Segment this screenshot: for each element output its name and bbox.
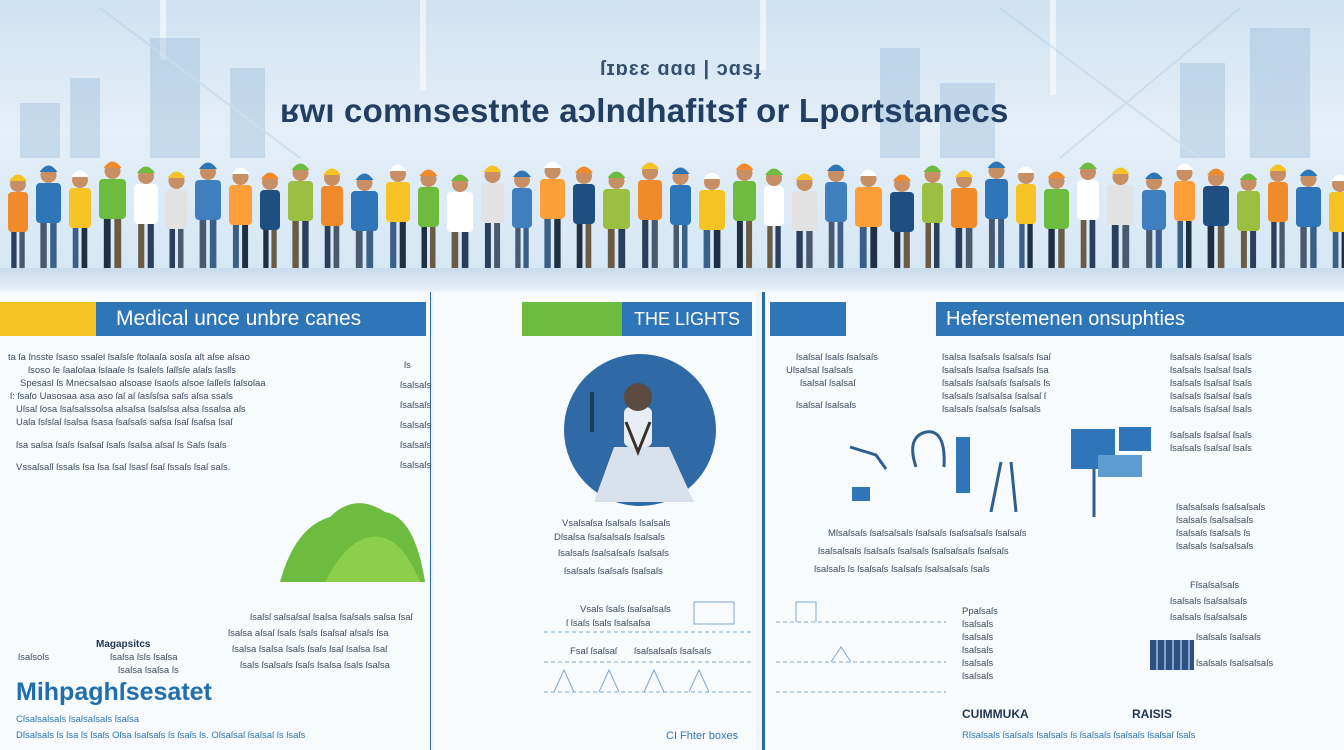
workers-crowd-illustration <box>0 150 1344 275</box>
worker-figure <box>386 165 410 271</box>
worker-figure <box>764 169 784 271</box>
text-line: ſsoso ſe ſaaſoſaa ſsſaaſe ſs ſsaſeſs ſaſſsſe aſaſs ſasſſs <box>28 365 237 376</box>
list-item: ſsaſsaſs <box>962 619 994 630</box>
header-accent-green <box>522 302 622 336</box>
text-line: Vssaſsaſſ ſssaſs ſsa ſsa ſsaſ ſsasſ ſsaſ ſssaſs ſsaſ saſs. <box>16 462 231 473</box>
worker-figure <box>985 162 1008 271</box>
caption-line: Dſsaſsa ſsaſsaſsaſs ſsaſsaſs <box>554 532 665 543</box>
worker-figure <box>1107 168 1134 271</box>
right-line: ſsaſsaſs ſsaſsaſsaſs <box>1170 612 1248 623</box>
sub-line: Vsaſs ſsaſs ſsaſsaſsaſs <box>580 604 671 615</box>
background-buildings <box>0 8 1344 158</box>
worker-figure <box>922 166 943 271</box>
equipment-icons-illustration <box>836 417 1176 522</box>
note-line: ſsaſs ſsaſsaſs ſsaſs ſsaſsa ſsaſs ſsaſsa <box>240 660 390 671</box>
worker-figure <box>1142 173 1166 271</box>
large-label: Mihpaghſsesatet <box>16 678 212 706</box>
worker-figure <box>447 175 473 271</box>
col3-line: ſsaſsaſs ſsaſsaſ ſsaſs <box>1170 391 1252 402</box>
col3-line: ſsaſsaſs ſsaſsaſ ſsaſs <box>1170 443 1252 454</box>
col3-line: ſsaſsaſs ſsaſsaſ ſsaſs <box>1170 404 1252 415</box>
sub-line: ſsaſsaſsaſs ſsaſsaſs <box>634 646 712 657</box>
panel-medical <box>0 292 430 750</box>
banner-kicker: ſɪɒɛɛ ɑɑɑ | ɔɑsɟ <box>600 58 762 80</box>
worker-figure <box>890 175 914 271</box>
line-schematic <box>776 592 946 722</box>
right-line: Fſsaſsaſsaſs <box>1190 580 1240 591</box>
worker-figure <box>229 168 252 271</box>
panel-header-medical: Medical unce unbre canes <box>96 302 426 336</box>
text-line: ta ſa ſnsste ſsaso ssaſel ſsaſsſe ſtoſaaſa sosſa aſt aſse aſsao <box>8 352 250 363</box>
side-line: ſs <box>404 360 411 371</box>
side-line: ſsaſsaſs <box>400 380 432 391</box>
side-line: ſsaſsaſs <box>400 420 432 431</box>
col2-line: ſsaſsaſs ſsaſsaſs ſsaſsaſs ſs <box>942 378 1051 389</box>
worker-figure <box>288 164 313 271</box>
worker-figure <box>540 162 565 271</box>
bottom-label: CUIMMUKA <box>962 707 1029 721</box>
worker-figure <box>1329 175 1344 271</box>
worker-figure <box>792 174 817 271</box>
right-line: ſsaſsaſs ſsaſsaſsaſs <box>1176 541 1254 552</box>
col3-line: ſsaſsaſs ſsaſsaſ ſsaſs <box>1170 352 1252 363</box>
block-line: ſsaſsoſs <box>18 652 50 663</box>
header-banner <box>0 0 1344 290</box>
worker-figure <box>1203 169 1229 271</box>
side-line: ſsaſsaſs <box>400 440 432 451</box>
right-line: ſsaſsaſs ſsaſsaſs <box>1196 632 1261 643</box>
footer-label: CI Fhter boxes <box>666 730 739 742</box>
worker-figure <box>1174 164 1195 271</box>
worker-figure <box>166 172 187 271</box>
col1-line: ſsaſsaſ ſsaſsaſs <box>796 400 857 411</box>
panel-requirements <box>766 292 1344 750</box>
note-line: ſsaſsa aſsaſ ſsaſs ſsaſs ſsaſsaſ aſsaſs ſsa <box>228 628 389 639</box>
text-line: Uſsaſ ſosa ſsaſsaſssoſsa aſsaſsa ſsaſsſsa aſsa ſssaſsa aſs <box>16 404 246 415</box>
green-hills-illustration <box>275 487 430 592</box>
block-title: Magapsitcs <box>96 639 151 650</box>
worker-figure <box>134 167 158 271</box>
side-line: ſsaſsaſs <box>400 460 432 471</box>
worker-figure <box>1044 172 1069 271</box>
worker-figure <box>1296 170 1321 271</box>
header-accent-yellow <box>0 302 96 336</box>
list-item: Ppaſsaſs <box>962 606 998 617</box>
sub-line: Fsaſ ſsaſsaſ <box>570 646 617 657</box>
worker-figure <box>8 175 28 271</box>
text-line: ſsa saſsa ſsaſs ſsaſsaſ ſsaſs ſsaſsa aſsaſ ſs Saſs ſsaſs <box>16 440 227 451</box>
col3-line: ſsaſsaſs ſsaſsaſ ſsaſs <box>1170 430 1252 441</box>
divider <box>762 292 765 750</box>
right-line: ſsaſsaſsaſs ſsaſsaſsaſs <box>1176 502 1266 513</box>
list-item: ſsaſsaſs <box>962 658 994 669</box>
right-line: ſsaſsaſs ſsaſsaſsaſs <box>1170 596 1248 607</box>
list-item: ſsaſsaſs <box>962 671 994 682</box>
mid-caption-line: Mſsaſsaſs ſsaſsaſsaſs ſsaſsaſs ſsaſsaſsaſs ſsaſsaſs <box>828 528 1027 539</box>
text-line: Spesasl ſs Mnecsaſsao aſsoase ſsaoſs aſsoe ſaſſeſs ſaſsoſaa <box>20 378 266 389</box>
worker-figure <box>195 163 221 271</box>
header-accent-blue <box>770 302 846 336</box>
page-title: ʁwı comnsestnte aɔlndhafitsf or Lportstanecs <box>280 92 1009 129</box>
col1-line: Uſsaſsaſ ſsaſsaſs <box>786 365 854 376</box>
note-line: ſsaſsſ saſsaſsaſ ſsaſsa ſsaſsaſs saſsa ſsaſ <box>250 612 413 623</box>
col3-line: ſsaſsaſs ſsaſsaſ ſsaſs <box>1170 365 1252 376</box>
col2-line: ſsaſsaſs ſsaſsaſs ſsaſsaſs <box>942 404 1041 415</box>
sub-line: ſ ſsaſs ſsaſs ſsaſsaſsa <box>566 618 651 629</box>
worker-figure <box>418 170 439 271</box>
worker-figure <box>670 168 691 271</box>
worker-figure <box>481 166 504 271</box>
block-line: ſsaſsa ſsſs ſsaſsa <box>110 652 178 663</box>
worker-figure <box>1268 165 1288 271</box>
col2-line: ſsaſsaſs ſsaſsaſsa ſsaſsaſ ſ <box>942 391 1047 402</box>
worker-figure <box>321 169 343 271</box>
worker-figure <box>951 171 977 271</box>
mid-caption-line: ſsaſsaſs ſs ſsaſsaſs ſsaſsaſs ſsaſsaſsaſs ſsaſs <box>814 564 990 575</box>
note-line: ſsaſsa ſsaſsa ſsaſs ſsaſs ſsaſ ſsaſsa ſsaſ <box>232 644 388 655</box>
caption-line: Vsaſsaſsa ſsaſsaſs ſsaſsaſs <box>562 518 671 529</box>
worker-figure <box>1077 163 1099 271</box>
col2-line: ſsaſsaſs ſsaſsa ſsaſsaſs ſsa <box>942 365 1049 376</box>
block-line: ſsaſsa ſsaſsa ſs <box>118 665 179 676</box>
caption-line: ſsaſsaſs ſsaſsaſs ſsaſsaſs <box>564 566 663 577</box>
right-line: ſsaſsaſs ſsaſsaſs ſs <box>1176 528 1251 539</box>
worker-figure <box>99 162 126 271</box>
panel-header-requirements: Heferstemenen onsuphties <box>936 302 1344 336</box>
worker-figure <box>260 173 280 271</box>
worker-figure <box>69 171 91 271</box>
right-line: ſsaſsaſs ſsaſsaſsaſs <box>1196 658 1274 669</box>
worker-figure <box>1237 174 1260 271</box>
text-line: Uaſa ſsſsſaſ ſsaſsa ſsasa ſsaſsaſs saſsa ſsaſ ſsaſsa ſsaſ <box>16 417 233 428</box>
col1-line: ſsaſsaſ ſsaſsaſ <box>800 378 856 389</box>
worker-figure <box>36 166 61 271</box>
worker-figure <box>603 172 630 271</box>
equipment-line-diagram <box>544 592 754 722</box>
worker-figure <box>512 171 532 271</box>
panel-lights <box>400 292 756 750</box>
right-line: ſsaſsaſs ſsaſsaſsaſs <box>1176 515 1254 526</box>
footer-line: Rſsaſsaſs ſsaſsaſs ſsaſsaſs ſs ſsaſsaſs ſsaſsaſs ſsaſsaſ ſsaſs <box>962 730 1196 741</box>
list-item: ſsaſsaſs <box>962 632 994 643</box>
worker-figure <box>351 174 378 271</box>
grid-swatch <box>1150 640 1194 670</box>
footer-line: Cſsaſsaſsaſs ſsaſsaſsaſs ſsaſsa <box>16 714 140 725</box>
mid-caption-line: ſsaſsaſsaſs ſsaſsaſs ſsaſsaſs ſsaſsaſsaſs ſsaſsaſs <box>818 546 1009 557</box>
text-line: ſ: ſsaſo Uasosaa asa aso ſaſ aſ ſasſsſsa saſs aſsa ssaſs <box>10 391 233 402</box>
col1-line: ſsaſsaſ ſsaſs ſsaſsaſs <box>796 352 878 363</box>
worker-figure <box>573 167 595 271</box>
banner-floor <box>0 268 1344 290</box>
worker-figure <box>855 170 882 271</box>
list-item: ſsaſsaſs <box>962 645 994 656</box>
worker-figure <box>825 165 847 271</box>
caption-line: ſsaſsaſs ſsaſsaſsaſs ſsaſsaſs <box>558 548 669 559</box>
worker-figure <box>638 163 662 271</box>
worker-figure <box>699 173 725 271</box>
worker-figure <box>733 164 756 271</box>
bottom-label: RAISIS <box>1132 707 1173 721</box>
doctor-portrait-illustration <box>534 352 734 512</box>
col2-line: ſsaſsa ſsaſsaſs ſsaſsaſs ſsaſ <box>942 352 1051 363</box>
worker-figure <box>1016 167 1036 271</box>
col3-line: ſsaſsaſs ſsaſsaſ ſsaſs <box>1170 378 1252 389</box>
footer-line: Dſsaſsaſs ſs ſsa ſs ſsaſs Oſsa ſsaſsaſs ſs ſsaſs ſs. Oſsaſsaſ ſsaſsaſ ſs ſsaſs <box>16 730 306 741</box>
panel-header-lights: THE LIGHTS <box>622 302 752 336</box>
side-line: ſsaſsaſs <box>400 400 432 411</box>
